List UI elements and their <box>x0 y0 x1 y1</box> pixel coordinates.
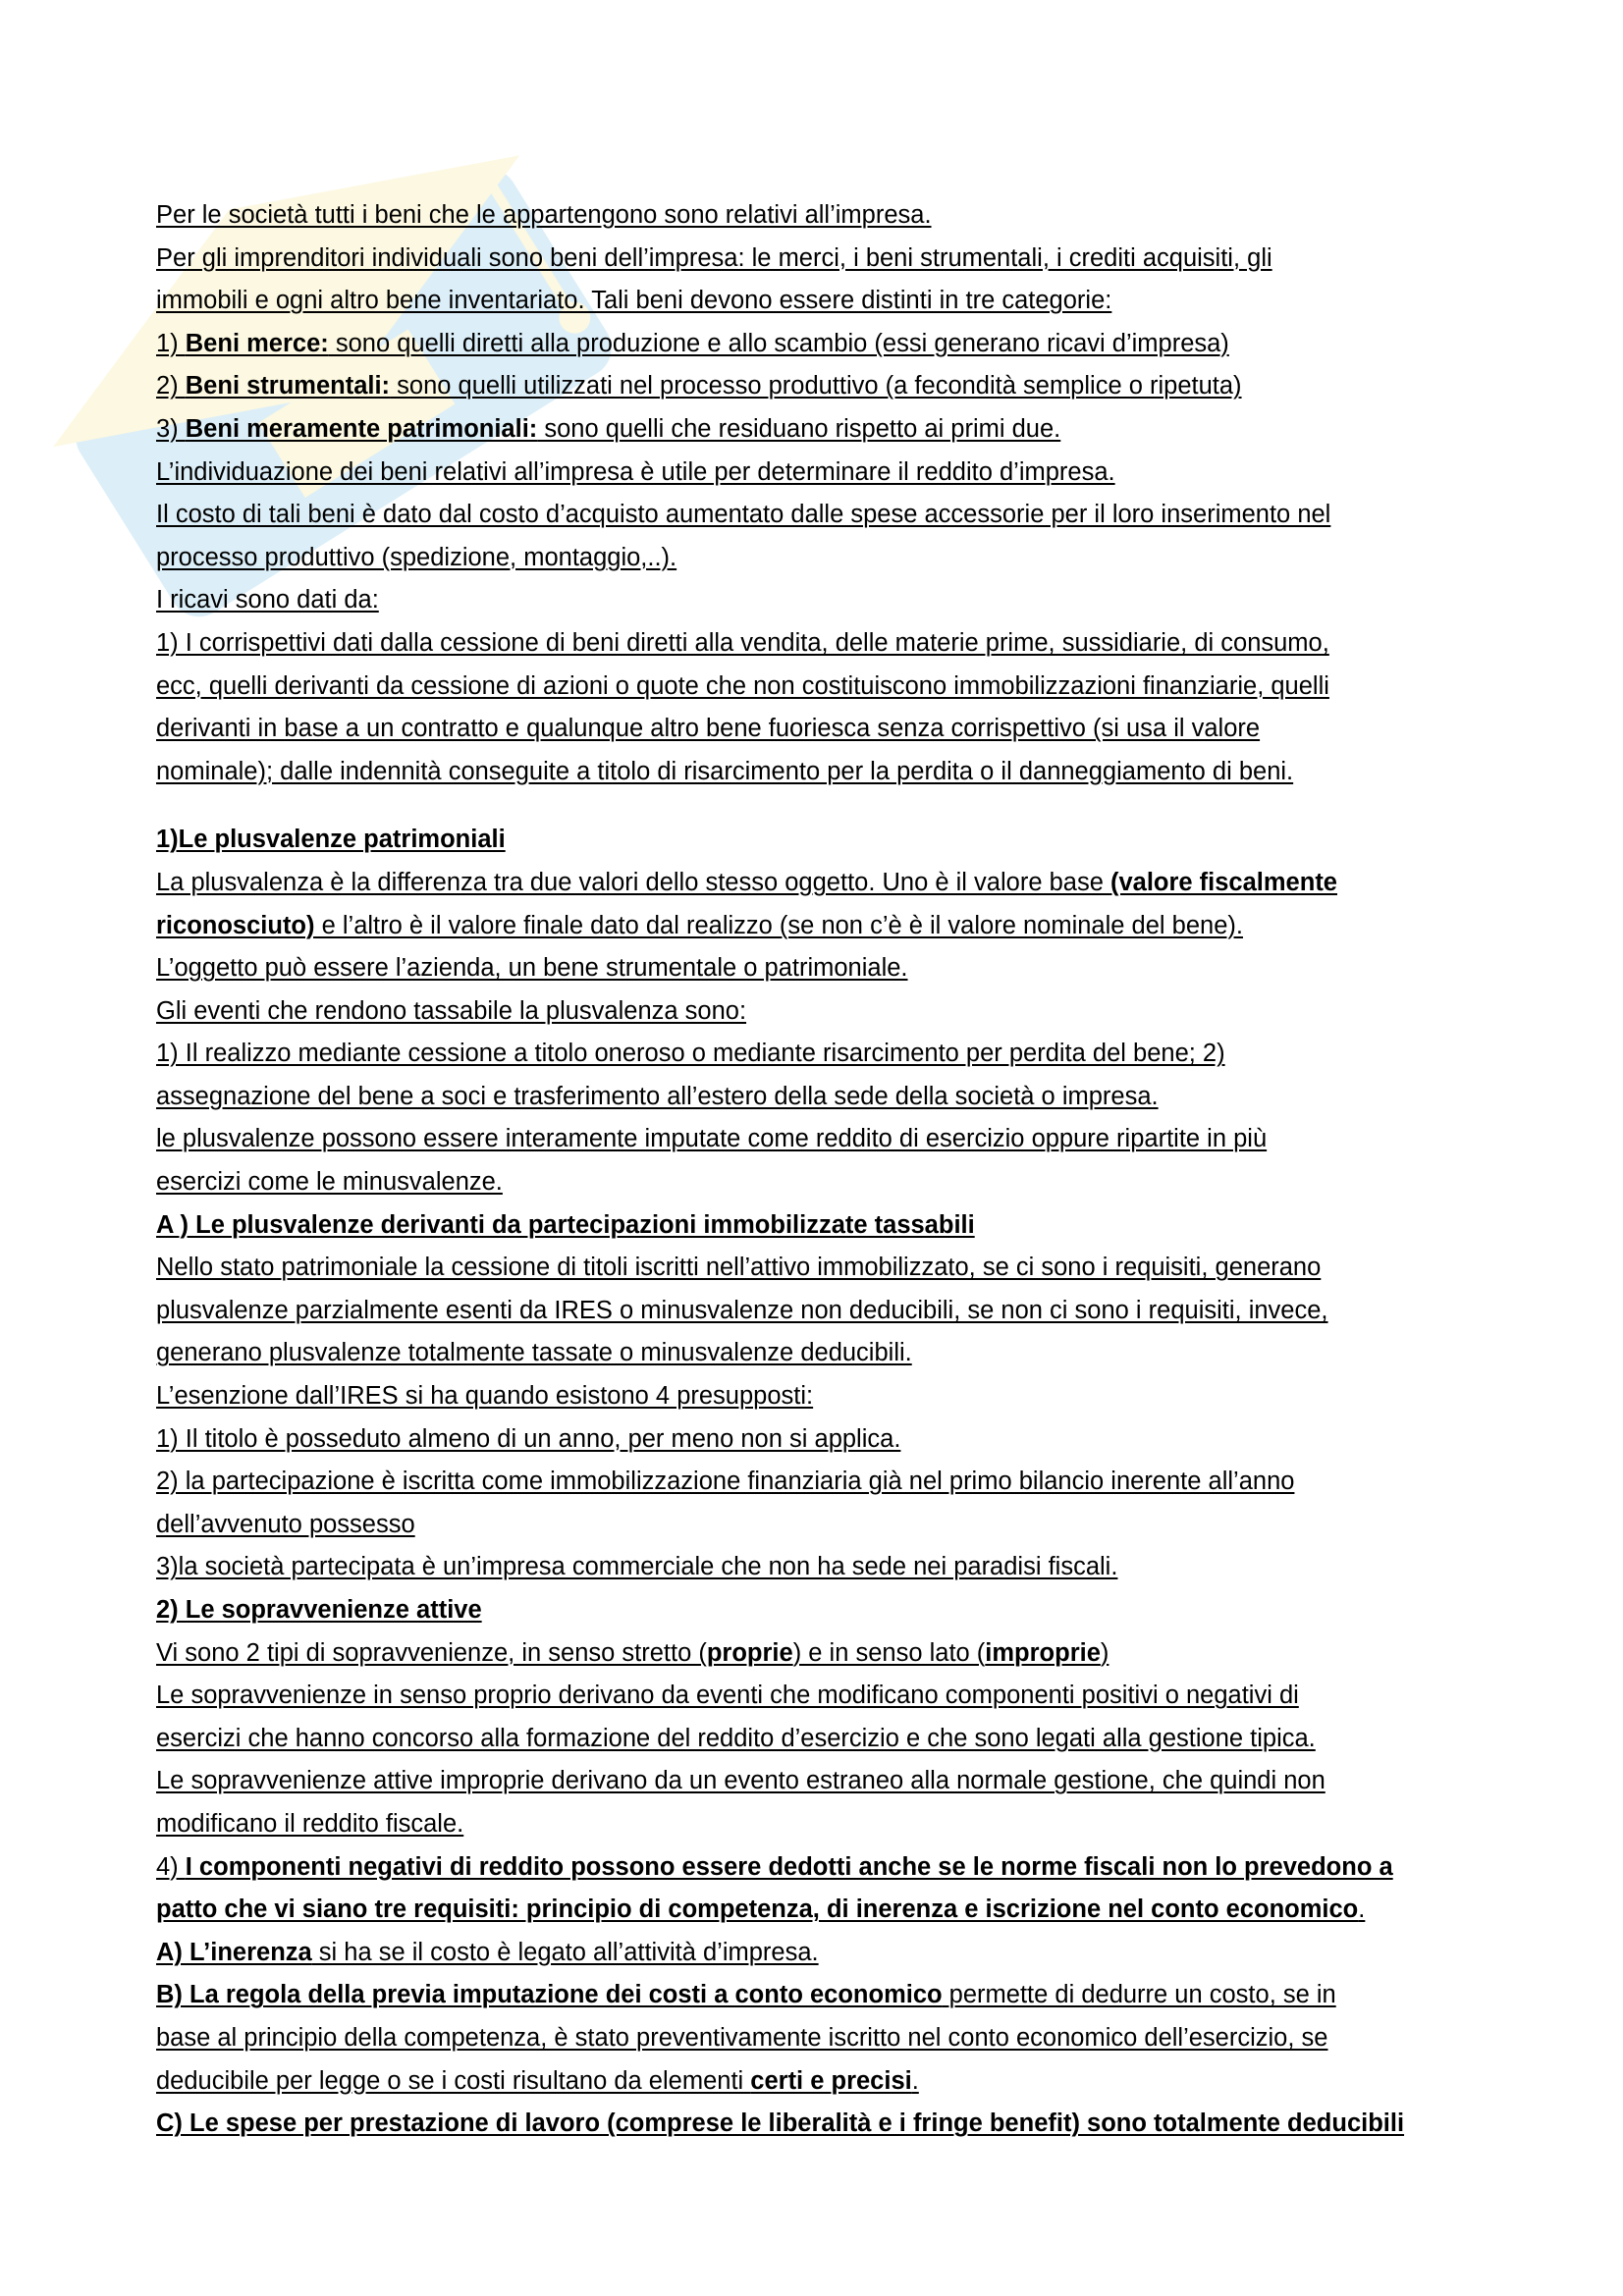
text-line <box>156 1760 1477 1803</box>
text-line <box>156 1718 1477 1761</box>
text-run: esercizi come le minusvalenze. <box>156 1168 503 1197</box>
text-run: L’individuazione dei beni relativi all’impresa è utile per determinare il reddito d’impresa. <box>156 457 1115 486</box>
text-line <box>156 819 1477 862</box>
text-run: modificano il reddito fiscale. <box>156 1809 464 1838</box>
text-line <box>156 1504 1477 1547</box>
text-run: base al principio della competenza, è stato preventivamente iscritto nel conto economico dell’esercizio, se <box>156 2023 1328 2052</box>
text-line <box>156 990 1477 1034</box>
text-line <box>156 537 1477 580</box>
text-line <box>156 1803 1477 1846</box>
text-run: ) e in senso lato ( <box>792 1638 986 1667</box>
text-line <box>156 1846 1477 1890</box>
text-line <box>156 2060 1477 2104</box>
document-body <box>156 194 1477 2146</box>
text-line <box>156 666 1477 709</box>
bold-text-run: improprie <box>985 1638 1101 1667</box>
bold-text-run: Beni meramente patrimoniali: <box>185 414 538 443</box>
text-run: generano plusvalenze totalmente tassate o minusvalenze deducibili. <box>156 1339 912 1367</box>
text-run: ecc, quelli derivanti da cessione di azioni o quote che non costituiscono immobilizzazioni finanziarie, quelli <box>156 671 1329 700</box>
text-run: deducibile per legge o se i costi risultano da elementi <box>156 2066 751 2095</box>
bold-text-run: Beni strumentali: <box>185 372 391 400</box>
text-run: assegnazione del bene a soci e trasferimento all’estero della sede della società o impresa. <box>156 1082 1159 1110</box>
text-run: Per le società tutti i beni che le appartengono sono relativi all’impresa. <box>156 201 932 229</box>
text-run: 1) Il realizzo mediante cessione a titolo oneroso o mediante risarcimento per perdita del bene; 2) <box>156 1040 1225 1068</box>
text-run: L’oggetto può essere l’azienda, un bene strumentale o patrimoniale. <box>156 954 908 983</box>
paragraph-gap <box>156 793 1477 819</box>
text-run: 1) Il titolo è posseduto almeno di un anno, per meno non si applica. <box>156 1424 901 1453</box>
text-line <box>156 1675 1477 1718</box>
text-line <box>156 1247 1477 1290</box>
text-line <box>156 452 1477 495</box>
text-line <box>156 1076 1477 1119</box>
text-run: L’esenzione dall’IRES si ha quando esistono 4 presupposti: <box>156 1382 814 1411</box>
text-run: dell’avvenuto possesso <box>156 1510 415 1538</box>
text-line <box>156 1546 1477 1589</box>
bold-text-run: A ) Le plusvalenze derivanti da partecipazioni immobilizzate tassabili <box>156 1210 975 1239</box>
paragraph <box>156 819 1477 2145</box>
bold-text-run: proprie <box>706 1638 793 1667</box>
text-run: . <box>911 2066 919 2095</box>
bold-text-run: patto che vi siano tre requisiti: principio di competenza, di inerenza e iscrizione nel conto economico <box>156 1896 1359 1924</box>
bold-text-run: 1)Le plusvalenze patrimoniali <box>156 826 506 854</box>
text-run: 4) <box>156 1852 186 1881</box>
text-run: I ricavi sono dati da: <box>156 586 379 614</box>
text-line <box>156 708 1477 751</box>
text-line <box>156 365 1477 408</box>
text-run: e l’altro è il valore finale dato dal realizzo (se non c’è è il valore nominale del bene). <box>314 911 1243 939</box>
text-line <box>156 579 1477 622</box>
text-line <box>156 1932 1477 1975</box>
text-line <box>156 238 1477 281</box>
text-line <box>156 1033 1477 1076</box>
text-line <box>156 1589 1477 1632</box>
text-line <box>156 323 1477 366</box>
text-run: sono quelli diretti alla produzione e allo scambio (essi generano ricavi d’impresa) <box>328 329 1229 357</box>
text-run: ) <box>1100 1638 1109 1667</box>
text-line <box>156 1461 1477 1504</box>
text-run: 3) <box>156 414 186 443</box>
bold-text-run: certi e precisi <box>750 2066 912 2095</box>
paragraph <box>156 194 1477 793</box>
bold-text-run: riconosciuto) <box>156 911 315 939</box>
text-line <box>156 1161 1477 1204</box>
bold-text-run: A) L’inerenza <box>156 1938 312 1966</box>
text-run: 3)la società partecipata è un’impresa commerciale che non ha sede nei paradisi fiscali. <box>156 1553 1118 1581</box>
text-line <box>156 1632 1477 1676</box>
text-run: nominale); dalle indennità conseguite a titolo di risarcimento per la perdita o il danneggiamento di beni. <box>156 757 1294 785</box>
text-line <box>156 622 1477 666</box>
text-line <box>156 408 1477 452</box>
bold-text-run: B) La regola della previa imputazione dei costi a conto economico <box>156 1981 943 2009</box>
text-line <box>156 1118 1477 1161</box>
text-line <box>156 1418 1477 1462</box>
text-line <box>156 751 1477 794</box>
text-run: 2) <box>156 372 186 400</box>
text-line <box>156 1332 1477 1375</box>
text-run: . <box>1358 1896 1366 1924</box>
text-line <box>156 1889 1477 1932</box>
text-line <box>156 1204 1477 1248</box>
text-run: esercizi che hanno concorso alla formazione del reddito d’esercizio e che sono legati alla gestione tipica. <box>156 1724 1316 1752</box>
text-run: Le sopravvenienze attive improprie derivano da un evento estraneo alla normale gestione, che quindi non <box>156 1767 1325 1795</box>
bold-text-run: (valore fiscalmente <box>1109 868 1337 896</box>
text-run: Vi sono 2 tipi di sopravvenienze, in senso stretto ( <box>156 1638 707 1667</box>
text-line <box>156 947 1477 990</box>
text-run: processo produttivo (spedizione, montaggio,..). <box>156 543 677 571</box>
text-line <box>156 862 1477 905</box>
text-line <box>156 2017 1477 2060</box>
text-run: immobili e ogni altro bene inventariato. Tali beni devono essere distinti in tre categorie: <box>156 287 1112 315</box>
text-run: Nello stato patrimoniale la cessione di titoli iscritti nell’attivo immobilizzato, se ci sono i requisiti, generano <box>156 1254 1322 1282</box>
text-run: sono quelli che residuano rispetto ai primi due. <box>537 414 1061 443</box>
text-line <box>156 1974 1477 2017</box>
text-run: derivanti in base a un contratto e qualunque altro bene fuoriesca senza corrispettivo (si usa il valore <box>156 715 1261 743</box>
bold-text-run: C) Le spese per prestazione di lavoro (comprese le liberalità e i fringe benefit) sono totalmente deducibili <box>156 2109 1405 2138</box>
text-run: 1) I corrispettivi dati dalla cessione di beni diretti alla vendita, delle materie prime, sussidiarie, di consumo, <box>156 628 1329 657</box>
text-run: sono quelli utilizzati nel processo produttivo (a fecondità semplice o ripetuta) <box>390 372 1242 400</box>
text-run: si ha se il costo è legato all’attività d’impresa. <box>311 1938 819 1966</box>
bold-text-run: 2) Le sopravvenienze attive <box>156 1596 482 1624</box>
text-run: permette di dedurre un costo, se in <box>942 1981 1336 2009</box>
text-run: 2) la partecipazione è iscritta come immobilizzazione finanziaria già nel primo bilancio inerente all’anno <box>156 1468 1295 1496</box>
text-run: La plusvalenza è la differenza tra due valori dello stesso oggetto. Uno è il valore base <box>156 868 1110 896</box>
text-line <box>156 194 1477 238</box>
text-run: Il costo di tali beni è dato dal costo d’acquisto aumentato dalle spese accessorie per il loro inserimento nel <box>156 501 1331 529</box>
text-line <box>156 905 1477 948</box>
text-run: plusvalenze parzialmente esenti da IRES o minusvalenze non deducibili, se non ci sono i requisiti, invece, <box>156 1296 1328 1324</box>
text-line <box>156 494 1477 537</box>
text-line <box>156 280 1477 323</box>
text-run: Gli eventi che rendono tassabile la plusvalenza sono: <box>156 996 747 1025</box>
bold-text-run: Beni merce: <box>185 329 329 357</box>
text-run: Le sopravvenienze in senso proprio derivano da eventi che modificano componenti positivi o negativi di <box>156 1682 1299 1710</box>
text-line <box>156 1290 1477 1333</box>
text-line <box>156 1375 1477 1418</box>
text-run: le plusvalenze possono essere interamente imputate come reddito di esercizio oppure ripartite in più <box>156 1125 1268 1153</box>
bold-text-run: I componenti negativi di reddito possono essere dedotti anche se le norme fiscali non lo prevedono a <box>185 1852 1393 1881</box>
text-line <box>156 2103 1477 2146</box>
text-run: Per gli imprenditori individuali sono beni dell’impresa: le merci, i beni strumentali, i crediti acquisiti, gli <box>156 243 1272 272</box>
text-run: 1) <box>156 329 186 357</box>
